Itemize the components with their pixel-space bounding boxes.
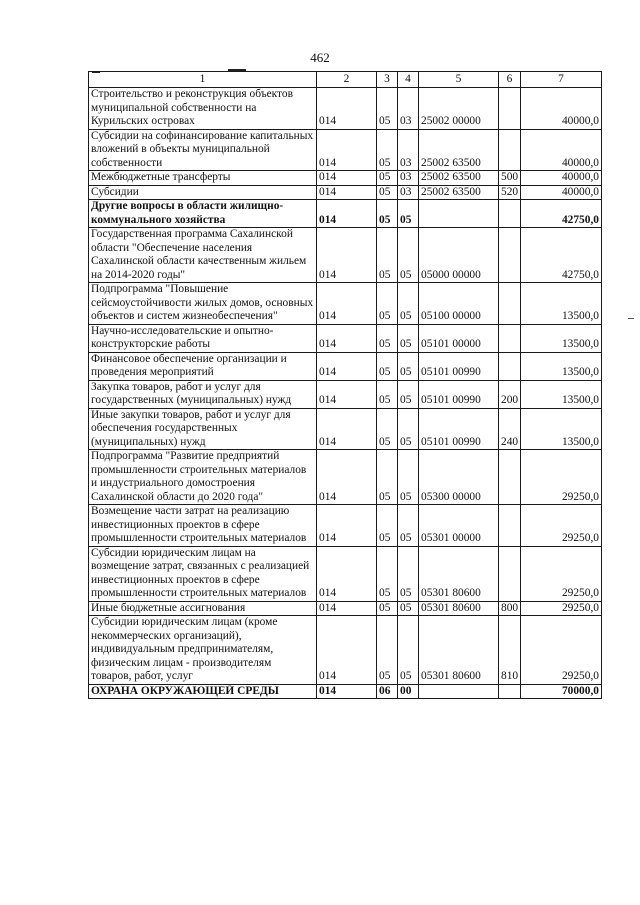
table-row [89,380,602,408]
row-pr-code-cell: 05 [398,228,419,283]
row-csr-code-cell: 05101 00990 [419,408,499,450]
row-vr-code-cell: 200 [499,380,521,408]
table-row [89,324,602,352]
table-row [89,450,602,505]
row-vr-code-cell [499,324,521,352]
row-vr-code-cell: 240 [499,408,521,450]
table-row [89,200,602,228]
row-vr-code-cell [499,228,521,283]
table-row [89,352,602,380]
row-sum-cell: 70000,0 [521,684,602,699]
row-gr-code-cell: 014 [317,450,377,505]
row-rz-code-cell: 05 [377,616,398,685]
row-vr-code-cell: 800 [499,601,521,616]
row-gr-code-cell: 014 [317,200,377,228]
row-vr-code-cell [499,283,521,325]
row-name-cell: Научно-исследовательские и опытно-конструкторские работы [89,324,317,352]
row-pr-code-cell: 05 [398,546,419,601]
row-gr-code-cell: 014 [317,88,377,130]
row-name-cell: Государственная программа Сахалинской области "Обеспечение населения Сахалинской области качественным жильем на 2014-2020 годы" [89,228,317,283]
row-gr-code-cell: 014 [317,380,377,408]
table-row [89,171,602,186]
row-csr-code-cell: 05000 00000 [419,228,499,283]
budget-table [88,71,602,699]
row-pr-code-cell: 00 [398,684,419,699]
row-sum-cell: 40000,0 [521,129,602,171]
row-gr-code-cell: 014 [317,324,377,352]
row-rz-code-cell: 05 [377,129,398,171]
row-vr-code-cell [499,684,521,699]
row-csr-code-cell: 25002 63500 [419,171,499,186]
page-number: 462 [310,50,330,65]
row-vr-code-cell [499,129,521,171]
row-pr-code-cell: 05 [398,601,419,616]
row-gr-code-cell: 014 [317,546,377,601]
row-gr-code-cell: 014 [317,352,377,380]
row-sum-cell: 29250,0 [521,601,602,616]
row-sum-cell: 13500,0 [521,352,602,380]
row-sum-cell: 40000,0 [521,88,602,130]
row-vr-code-cell [499,546,521,601]
row-sum-cell: 40000,0 [521,171,602,186]
row-rz-code-cell: 05 [377,185,398,200]
row-pr-code-cell: 05 [398,352,419,380]
row-pr-code-cell: 03 [398,171,419,186]
row-csr-code-cell [419,684,499,699]
row-gr-code-cell: 014 [317,616,377,685]
row-name-cell: Межбюджетные трансферты [89,171,317,186]
row-gr-code-cell: 014 [317,505,377,547]
row-sum-cell: 29250,0 [521,616,602,685]
row-pr-code-cell: 05 [398,200,419,228]
row-rz-code-cell: 05 [377,283,398,325]
row-name-cell: Возмещение части затрат на реализацию инвестиционных проектов в сфере промышленности строительных материалов [89,505,317,547]
row-csr-code-cell: 05300 00000 [419,450,499,505]
column-header: 4 [398,72,419,88]
column-header: 2 [317,72,377,88]
row-rz-code-cell: 05 [377,228,398,283]
row-gr-code-cell: 014 [317,129,377,171]
table-row [89,601,602,616]
row-csr-code-cell: 25002 63500 [419,129,499,171]
table-row [89,185,602,200]
table-row [89,505,602,547]
row-pr-code-cell: 05 [398,616,419,685]
row-name-cell: Другие вопросы в области жилищно-коммунального хозяйства [89,200,317,228]
row-pr-code-cell: 05 [398,380,419,408]
row-name-cell: Строительство и реконструкция объектов муниципальной собственности на Курильских островах [89,88,317,130]
row-csr-code-cell: 05301 00000 [419,505,499,547]
row-gr-code-cell: 014 [317,601,377,616]
row-rz-code-cell: 05 [377,408,398,450]
row-sum-cell: 13500,0 [521,408,602,450]
row-sum-cell: 13500,0 [521,380,602,408]
row-name-cell: Финансовое обеспечение организации и проведения мероприятий [89,352,317,380]
row-gr-code-cell: 014 [317,228,377,283]
row-csr-code-cell: 05301 80600 [419,601,499,616]
row-pr-code-cell: 05 [398,324,419,352]
row-pr-code-cell: 05 [398,408,419,450]
row-rz-code-cell: 05 [377,171,398,186]
row-pr-code-cell: 05 [398,450,419,505]
row-pr-code-cell: 05 [398,505,419,547]
table-row [89,408,602,450]
table-row [89,283,602,325]
row-rz-code-cell: 05 [377,352,398,380]
row-rz-code-cell: 06 [377,684,398,699]
row-rz-code-cell: 05 [377,380,398,408]
row-gr-code-cell: 014 [317,185,377,200]
column-header: 5 [419,72,499,88]
table-row [89,546,602,601]
table-header-row [89,72,602,88]
row-vr-code-cell [499,200,521,228]
row-vr-code-cell [499,352,521,380]
row-sum-cell: 29250,0 [521,505,602,547]
row-csr-code-cell: 05100 00000 [419,283,499,325]
row-sum-cell: 13500,0 [521,324,602,352]
row-rz-code-cell: 05 [377,200,398,228]
row-rz-code-cell: 05 [377,601,398,616]
row-name-cell: Иные закупки товаров, работ и услуг для обеспечения государственных (муниципальных) нужд [89,408,317,450]
table-row [89,684,602,699]
row-csr-code-cell: 05101 00990 [419,380,499,408]
row-sum-cell: 29250,0 [521,546,602,601]
row-pr-code-cell: 05 [398,283,419,325]
row-rz-code-cell: 05 [377,88,398,130]
row-csr-code-cell: 25002 00000 [419,88,499,130]
row-csr-code-cell: 05101 00000 [419,324,499,352]
row-vr-code-cell [499,505,521,547]
row-vr-code-cell [499,88,521,130]
row-pr-code-cell: 03 [398,185,419,200]
row-vr-code-cell: 500 [499,171,521,186]
row-name-cell: Субсидии [89,185,317,200]
row-name-cell: Закупка товаров, работ и услуг для государственных (муниципальных) нужд [89,380,317,408]
row-pr-code-cell: 03 [398,88,419,130]
row-vr-code-cell: 810 [499,616,521,685]
row-gr-code-cell: 014 [317,684,377,699]
row-gr-code-cell: 014 [317,283,377,325]
scan-mark [628,318,634,319]
row-name-cell: Субсидии юридическим лицам (кроме некоммерческих организаций), индивидуальным предпринимателям, физическим лицам - производителям товаров, работ, услуг [89,616,317,685]
column-header: 3 [377,72,398,88]
row-sum-cell: 40000,0 [521,185,602,200]
column-header: 7 [521,72,602,88]
row-name-cell: Подпрограмма "Повышение сейсмоустойчивости жилых домов, основных объектов и систем жизнеобеспечения" [89,283,317,325]
row-csr-code-cell: 05301 80600 [419,616,499,685]
row-name-cell: Субсидии на софинансирование капитальных вложений в объекты муниципальной собственности [89,129,317,171]
row-vr-code-cell [499,450,521,505]
column-header: 6 [499,72,521,88]
table-row [89,616,602,685]
row-sum-cell: 13500,0 [521,283,602,325]
table-row [89,129,602,171]
table-row [89,88,602,130]
row-rz-code-cell: 05 [377,324,398,352]
row-vr-code-cell: 520 [499,185,521,200]
row-name-cell: Субсидии юридическим лицам на возмещение затрат, связанных с реализацией инвестиционных проектов в сфере промышленности строительных материалов [89,546,317,601]
row-rz-code-cell: 05 [377,450,398,505]
row-csr-code-cell [419,200,499,228]
row-sum-cell: 42750,0 [521,228,602,283]
row-name-cell: Подпрограмма "Развитие предприятий промышленности строительных материалов и индустриального домостроения Сахалинской области до 2020 года" [89,450,317,505]
row-name-cell: ОХРАНА ОКРУЖАЮЩЕЙ СРЕДЫ [89,684,317,699]
row-name-cell: Иные бюджетные ассигнования [89,601,317,616]
column-header: 1 [89,72,317,88]
row-gr-code-cell: 014 [317,171,377,186]
row-rz-code-cell: 05 [377,546,398,601]
row-csr-code-cell: 05101 00990 [419,352,499,380]
table-row [89,228,602,283]
row-gr-code-cell: 014 [317,408,377,450]
row-csr-code-cell: 05301 80600 [419,546,499,601]
row-sum-cell: 42750,0 [521,200,602,228]
row-sum-cell: 29250,0 [521,450,602,505]
row-rz-code-cell: 05 [377,505,398,547]
row-csr-code-cell: 25002 63500 [419,185,499,200]
row-pr-code-cell: 03 [398,129,419,171]
